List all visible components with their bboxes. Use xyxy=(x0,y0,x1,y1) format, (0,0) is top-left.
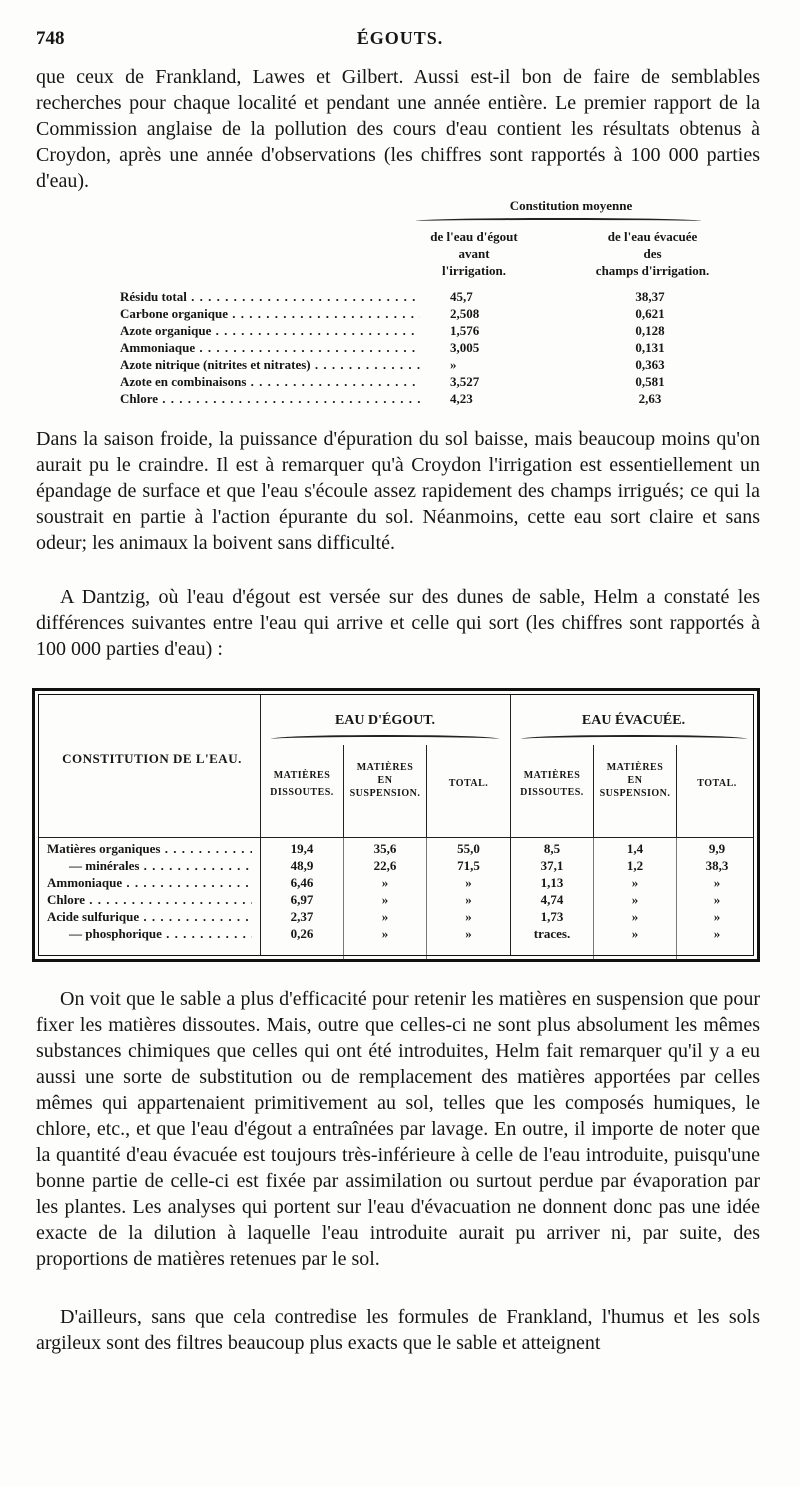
paragraph-5: D'ailleurs, sans que cela contredise les formules de Frankland, l'humus et les sols argileux sont des filtres beaucoup plus exacts que le sable et atteignent xyxy=(36,1306,760,1354)
subhead-line: SUSPENSION. xyxy=(349,788,421,799)
cell: » xyxy=(713,926,721,941)
table2-row xyxy=(39,858,757,874)
cell: 37,1 xyxy=(540,858,564,873)
cell: 6,46 xyxy=(290,875,314,890)
cell: 0,26 xyxy=(290,926,314,941)
cell: 55,0 xyxy=(457,841,480,856)
cell: 71,5 xyxy=(457,858,480,873)
subhead-line: EN xyxy=(627,775,643,786)
value-before: 4,23 xyxy=(450,391,473,406)
subhead-line: MATIÈRES xyxy=(356,762,414,773)
cell: » xyxy=(713,875,721,890)
cell: 2,37 xyxy=(290,909,314,924)
paragraph-2: Dans la saison froide, la puissance d'épuration du sol baisse, mais beaucoup moins qu'on aurait pu le craindre. Il est à remarquer qu'à Croydon l'irrigation est essentiellement un épandage de surface et que l'eau s'écoule assez rapidement des champs irrigués; ce qui la soustrait en partie à l'action épurante du sol. Néanmoins, cette eau sort claire et sans odeur; les animaux la boivent sans difficulté. xyxy=(36,428,760,554)
cell: » xyxy=(631,875,639,890)
row-label: Chlore . . . xyxy=(120,391,420,407)
cell: » xyxy=(465,926,472,941)
value-after: 0,128 xyxy=(635,323,665,338)
table1-row xyxy=(120,306,740,323)
subhead-total: TOTAL. xyxy=(697,778,737,789)
cell: » xyxy=(465,892,472,907)
table2-divider xyxy=(676,745,677,837)
table1-row xyxy=(120,391,740,408)
row-label: — minérales . . . xyxy=(47,858,252,874)
table2-row xyxy=(39,926,757,942)
group-discharged-water: EAU ÉVACUÉE. xyxy=(581,713,686,728)
value-after: 0,581 xyxy=(635,374,665,389)
subhead-line: EN xyxy=(377,775,393,786)
subhead-suspension xyxy=(344,761,426,800)
table1-col2-head xyxy=(570,228,735,279)
subhead-line: MATIÈRES xyxy=(606,762,664,773)
cell: 1,4 xyxy=(626,841,644,856)
subhead-line: MATIÈRES xyxy=(273,770,331,781)
row-label: Carbone organique . . . xyxy=(120,306,420,322)
cell: 4,74 xyxy=(540,892,564,907)
value-after: 0,131 xyxy=(635,340,665,355)
cell: 1,13 xyxy=(540,875,564,890)
subhead-line: DISSOUTES. xyxy=(270,787,334,798)
value-before: 3,005 xyxy=(450,340,480,355)
cell: » xyxy=(381,875,389,890)
table1-row xyxy=(120,340,740,357)
value-after: 2,63 xyxy=(638,391,662,406)
cell: 48,9 xyxy=(290,858,314,873)
table1-heading: Constitution moyenne xyxy=(509,198,633,213)
cell: » xyxy=(631,926,639,941)
table2 xyxy=(32,688,760,962)
value-before: 3,527 xyxy=(450,374,480,389)
subhead-line: DISSOUTES. xyxy=(520,787,584,798)
cell: 22,6 xyxy=(373,858,397,873)
cell: » xyxy=(631,909,639,924)
cell: » xyxy=(381,892,389,907)
value-before: 2,508 xyxy=(450,306,480,321)
table1-row xyxy=(120,323,740,340)
value-before: 1,576 xyxy=(450,323,480,338)
group-sewage-water: EAU D'ÉGOUT. xyxy=(334,713,436,728)
table2-inner xyxy=(38,694,754,956)
row-label: Azote organique . . . xyxy=(120,323,420,339)
cell: 35,6 xyxy=(373,841,397,856)
table1-col2-line: champs d'irrigation. xyxy=(595,263,710,278)
value-after: 0,621 xyxy=(635,306,665,321)
cell: » xyxy=(713,892,721,907)
table1-row xyxy=(120,357,740,374)
cell: » xyxy=(631,892,639,907)
row-label: Ammoniaque . . . xyxy=(47,875,252,891)
cell: » xyxy=(381,926,389,941)
cell: 8,5 xyxy=(543,841,561,856)
paragraph-1: que ceux de Frankland, Lawes et Gilbert. Aussi est-il bon de faire de semblables recherches pour chaque localité et pendant une année entière. Le premier rapport de la Commission anglaise de la pollution des cours d'eau contient les résultats obtenus à Croydon, après une année d'observations (les chiffres sont rapportés à 100 000 parties d'eau). xyxy=(36,66,760,192)
running-title: ÉGOUTS. xyxy=(356,28,444,48)
table1-col1-line: avant xyxy=(458,246,490,261)
table1-col2-line: des xyxy=(643,246,662,261)
table2-caption: CONSTITUTION DE L'EAU. xyxy=(62,751,242,766)
table1-col2-line: de l'eau évacuée xyxy=(607,229,698,244)
table1-col1-line: de l'eau d'égout xyxy=(430,229,518,244)
row-label: Acide sulfurique . . . xyxy=(47,909,252,925)
table1-row xyxy=(120,374,740,391)
value-after: 38,37 xyxy=(635,289,665,304)
value-before: » xyxy=(450,357,457,372)
paragraph-3: A Dantzig, où l'eau d'égout est versée sur des dunes de sable, Helm a constaté les différences suivantes entre l'eau qui arrive et celle qui sort (les chiffres sont rapportés à 100 000 parties d'eau) : xyxy=(36,586,760,660)
group-brace xyxy=(271,735,499,743)
cell: 6,97 xyxy=(290,892,314,907)
row-label: Ammoniaque . . . xyxy=(120,340,420,356)
group-brace xyxy=(521,735,747,743)
subhead-dissolved xyxy=(511,769,593,799)
page-number: 748 xyxy=(36,28,65,49)
table1-col1-head xyxy=(404,228,544,279)
cell: » xyxy=(713,909,721,924)
cell: 38,3 xyxy=(705,858,729,873)
cell: 19,4 xyxy=(290,841,314,856)
subhead-line: MATIÈRES xyxy=(523,770,581,781)
row-label: Azote nitrique (nitrites et nitrates) . . . xyxy=(120,357,420,373)
table2-header-rule xyxy=(39,837,753,838)
subhead-total: TOTAL. xyxy=(448,778,489,789)
subhead-line: SUSPENSION. xyxy=(599,788,671,799)
cell: » xyxy=(465,875,472,890)
table1-row xyxy=(120,289,740,306)
row-label: Résidu total . . . xyxy=(120,289,420,305)
table2-row xyxy=(39,909,757,925)
table1-brace xyxy=(416,218,701,224)
table2-row xyxy=(39,875,757,891)
table1-col1-line: l'irrigation. xyxy=(442,263,506,278)
row-label: Matières organiques . . . xyxy=(47,841,252,857)
cell: » xyxy=(381,909,389,924)
table2-row xyxy=(39,841,757,857)
subhead-dissolved xyxy=(261,769,343,799)
table2-divider xyxy=(426,745,427,837)
cell: 1,73 xyxy=(540,909,564,924)
value-after: 0,363 xyxy=(635,357,665,372)
cell: » xyxy=(465,909,472,924)
row-label: Azote en combinaisons . . . xyxy=(120,374,420,390)
table2-row xyxy=(39,892,757,908)
cell: traces. xyxy=(533,926,571,941)
cell: 9,9 xyxy=(708,841,726,856)
cell: 1,2 xyxy=(626,858,644,873)
subhead-suspension xyxy=(594,761,676,800)
value-before: 45,7 xyxy=(450,289,473,304)
paragraph-4: On voit que le sable a plus d'efficacité pour retenir les matières en suspension que pour fixer les matières dissoutes. Mais, outre que celles-ci ne sont plus absolument les mêmes substances chimiques que celles qui ont été introduites, Helm fait remarquer qu'il y a eu aussi une sorte de substitution ou de remplacement des matières apportées par celles mêmes qui appartenaient primitivement au sol, telles que les composés humiques, le chlore, etc., et que l'eau d'égout a entraînées par lavage. En outre, il importe de noter que la quantité d'eau évacuée est toujours très-inférieure à celle de l'eau introduite, puisqu'une bonne partie de celle-ci est fixée par assimilation ou surtout perdue par évaporation par les plantes. Les analyses qui portent sur l'eau d'évacuation ne donnent donc pas une idée exacte de la dilution à laquelle l'eau introduite aurait pu arriver ni, par suite, des proportions de matières retenues par le sol. xyxy=(36,988,760,1270)
row-label: Chlore . . . xyxy=(47,892,252,908)
row-label: — phosphorique . . . xyxy=(47,926,252,942)
